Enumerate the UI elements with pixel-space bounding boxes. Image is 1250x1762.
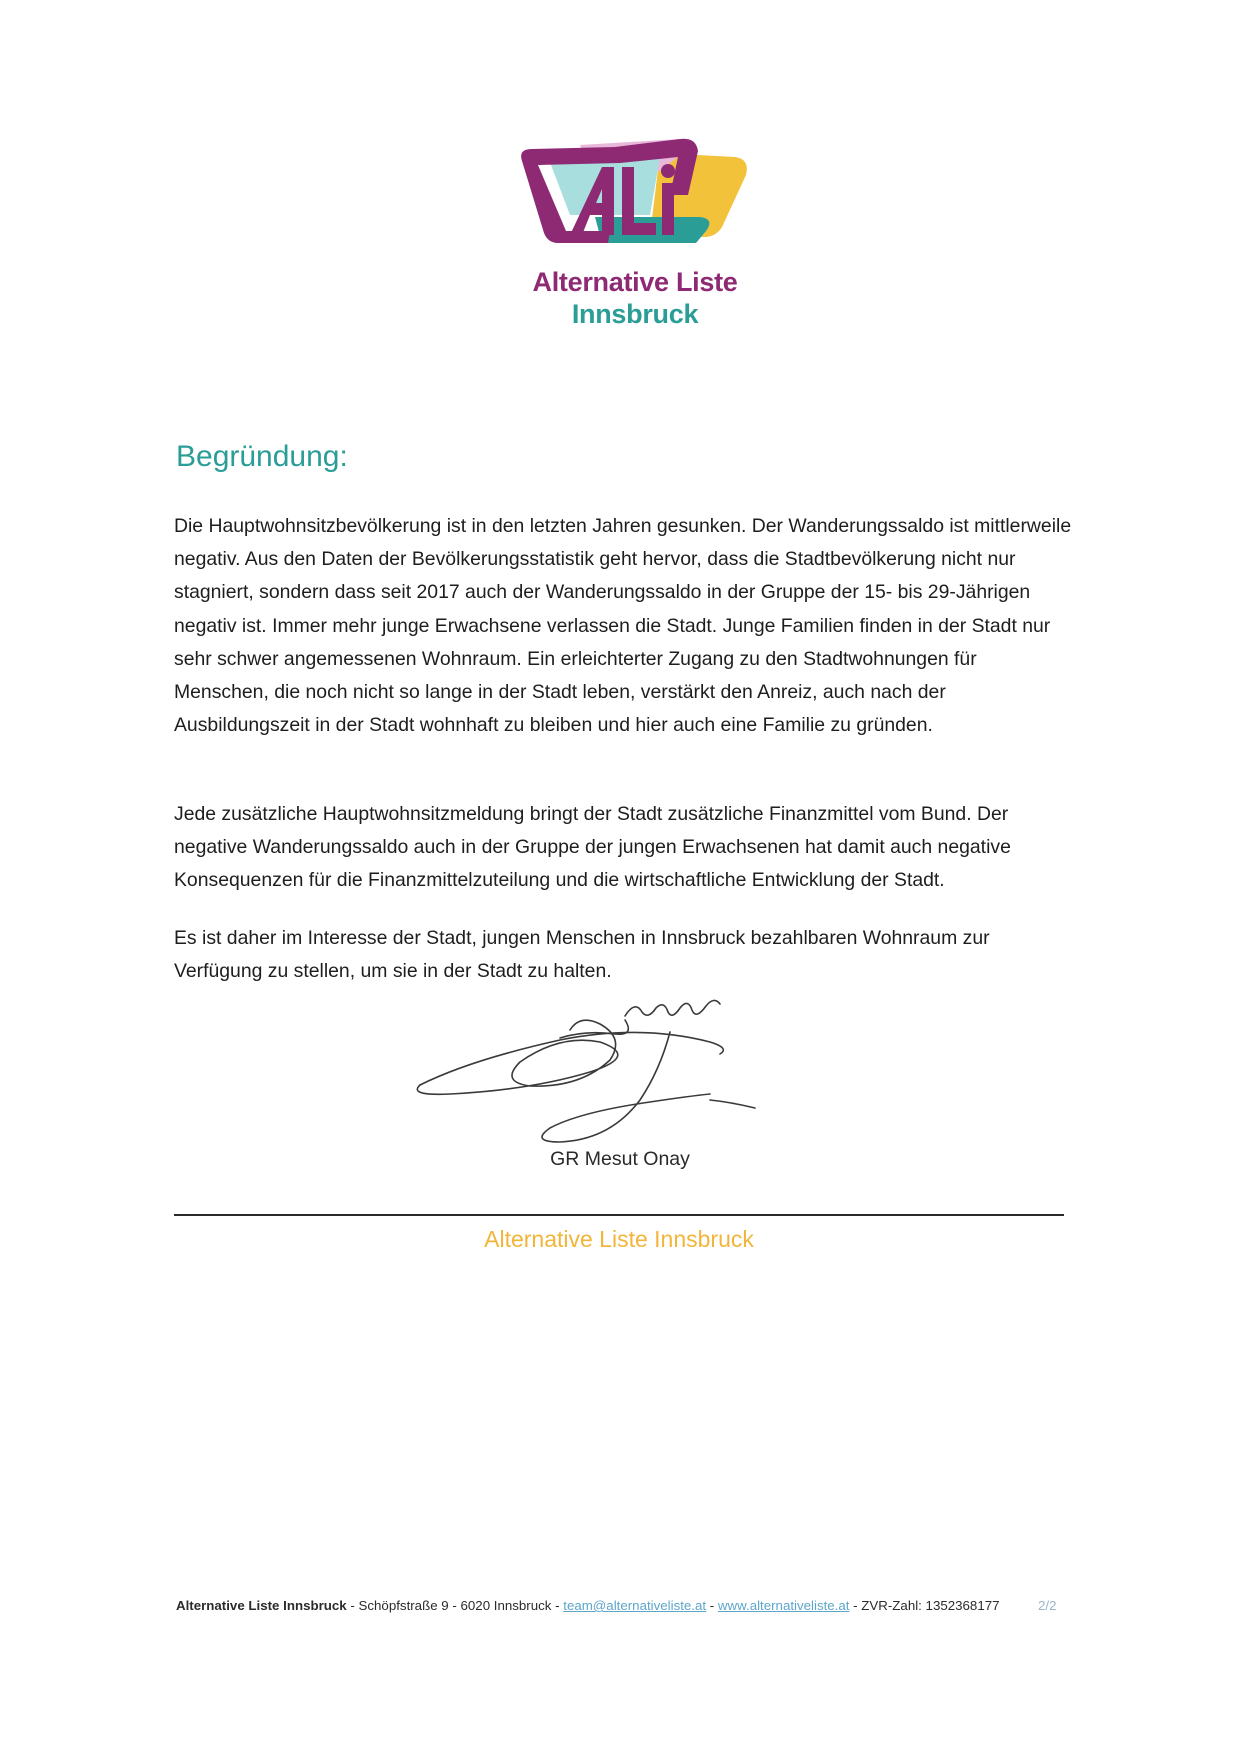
address-line bbox=[176, 1598, 1076, 1613]
party-logo bbox=[510, 135, 760, 335]
email-link[interactable]: team@alternativeliste.at bbox=[563, 1598, 707, 1613]
paragraph-1: Die Hauptwohnsitzbevölkerung ist in den letzten Jahren gesunken. Der Wanderungssaldo ist mittlerweile negativ. Aus den Daten der Bevölkerungsstatistik geht hervor, dass die Stadtbevölkerung nicht nur stagniert, sondern dass seit 2017 auch der Wanderungssaldo in der Gruppe der 15- bis 29-Jährigen negativ ist. Immer mehr junge Erwachsene verlassen die Stadt. Junge Familien finden in der Stadt nur sehr schwer angemessenen Wohnraum. Ein erleichterter Zugang zu den Stadtwohnungen für Menschen, die noch nicht so lange in der Stadt leben, verstärkt den Anreiz, auch nach der Ausbildungszeit in der Stadt wohnhaft zu bleiben und hier auch eine Familie zu gründen. bbox=[174, 515, 1072, 737]
ali-logo-icon bbox=[510, 135, 760, 265]
address-separator: - bbox=[706, 1598, 718, 1613]
website-link[interactable]: www.alternativeliste.at bbox=[717, 1598, 850, 1613]
address-street: - Schöpfstraße 9 - 6020 Innsbruck - bbox=[346, 1598, 564, 1613]
signer-name: GR Mesut Onay bbox=[550, 1148, 690, 1170]
handwritten-signature bbox=[410, 990, 860, 1160]
section-heading: Begründung: bbox=[176, 440, 348, 473]
logo-title-line1: Alternative Liste bbox=[532, 267, 738, 297]
org-footer-label: Alternative Liste Innsbruck bbox=[484, 1226, 754, 1252]
footer-divider bbox=[174, 1214, 1064, 1216]
page-number: 2/2 bbox=[1038, 1598, 1057, 1613]
logo-title-line2: Innsbruck bbox=[571, 299, 699, 329]
address-org-name: Alternative Liste Innsbruck bbox=[176, 1598, 347, 1613]
paragraph-2: Jede zusätzliche Hauptwohnsitzmeldung bringt der Stadt zusätzliche Finanzmittel vom Bund. Der negative Wanderungssaldo auch in der Gruppe der jungen Erwachsenen hat damit auch negative Konsequenzen für die Finanzmittelzuteilung und die wirtschaftliche Entwicklung der Stadt. bbox=[174, 803, 1011, 892]
address-zvr: - ZVR-Zahl: 1352368177 bbox=[849, 1598, 1000, 1613]
paragraph-3: Es ist daher im Interesse der Stadt, jungen Menschen in Innsbruck bezahlbaren Wohnraum zur Verfügung zu stellen, um sie in der Stadt zu halten. bbox=[174, 927, 990, 983]
